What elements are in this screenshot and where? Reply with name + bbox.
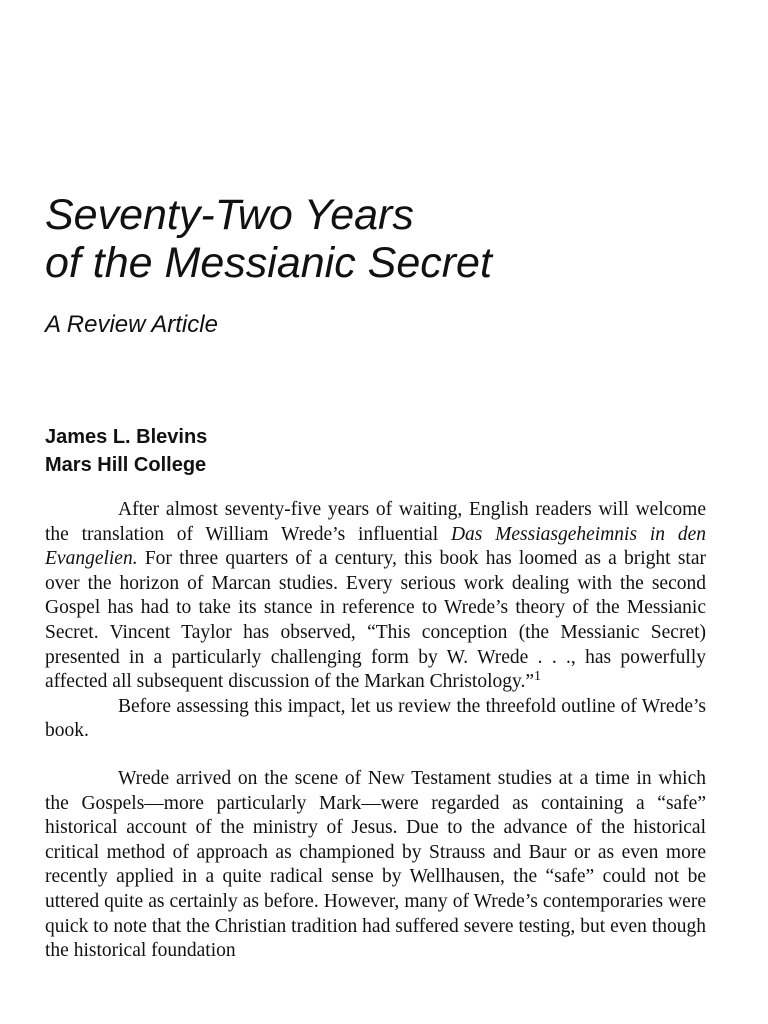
- book-title: Das Messiasgeheimnis in den Evangelien.: [45, 523, 706, 570]
- footnote-marker: 1: [534, 669, 542, 685]
- article-title: [45, 191, 492, 287]
- paragraph-1-text-b: For three quarters of a century, this book has loomed as a bright star over the horizon of Marcan studies. Every serious work dealing with the second Gospel has had to take its stance in reference to Wrede’s theory of the Messianic Secret. Vincent Taylor has observed, “This conception (the Messianic Secret) presented in a particularly challenging form by W. Wrede . . ., has powerfully affected all subsequent discussion of the Markan Christology.”: [45, 548, 706, 693]
- author-institution: Mars Hill College: [45, 454, 207, 476]
- paragraph-3: Wrede arrived on the scene of New Testament studies at a time in which the Gospels—more particularly Mark—were regarded as containing a “safe” historical account of the ministry of Jesus. Due to the advance of the historical critical method of approach as championed by Strauss and Baur or as even more recently applied in a quite radical sense by Wellhausen, the “safe” could not be uttered quite as certainly as before. However, many of Wrede’s contemporaries were quick to note that the Christian tradition had suffered severe testing, but even though the historical foundation: [45, 767, 706, 962]
- paragraph-1: [45, 498, 706, 695]
- article-body: [45, 498, 706, 964]
- paragraph-1-text-a: After almost seventy-five years of waiting, English readers will welcome the translation of William Wrede’s influential: [45, 499, 706, 545]
- byline: [45, 423, 207, 479]
- title-line-1: Seventy-Two Years: [45, 191, 414, 239]
- author-name: James L. Blevins: [45, 426, 208, 448]
- title-line-2: of the Messianic Secret: [45, 239, 492, 287]
- paragraph-2: Before assessing this impact, let us review the threefold outline of Wrede’s book.: [45, 695, 706, 742]
- article-subtitle: A Review Article: [45, 311, 218, 338]
